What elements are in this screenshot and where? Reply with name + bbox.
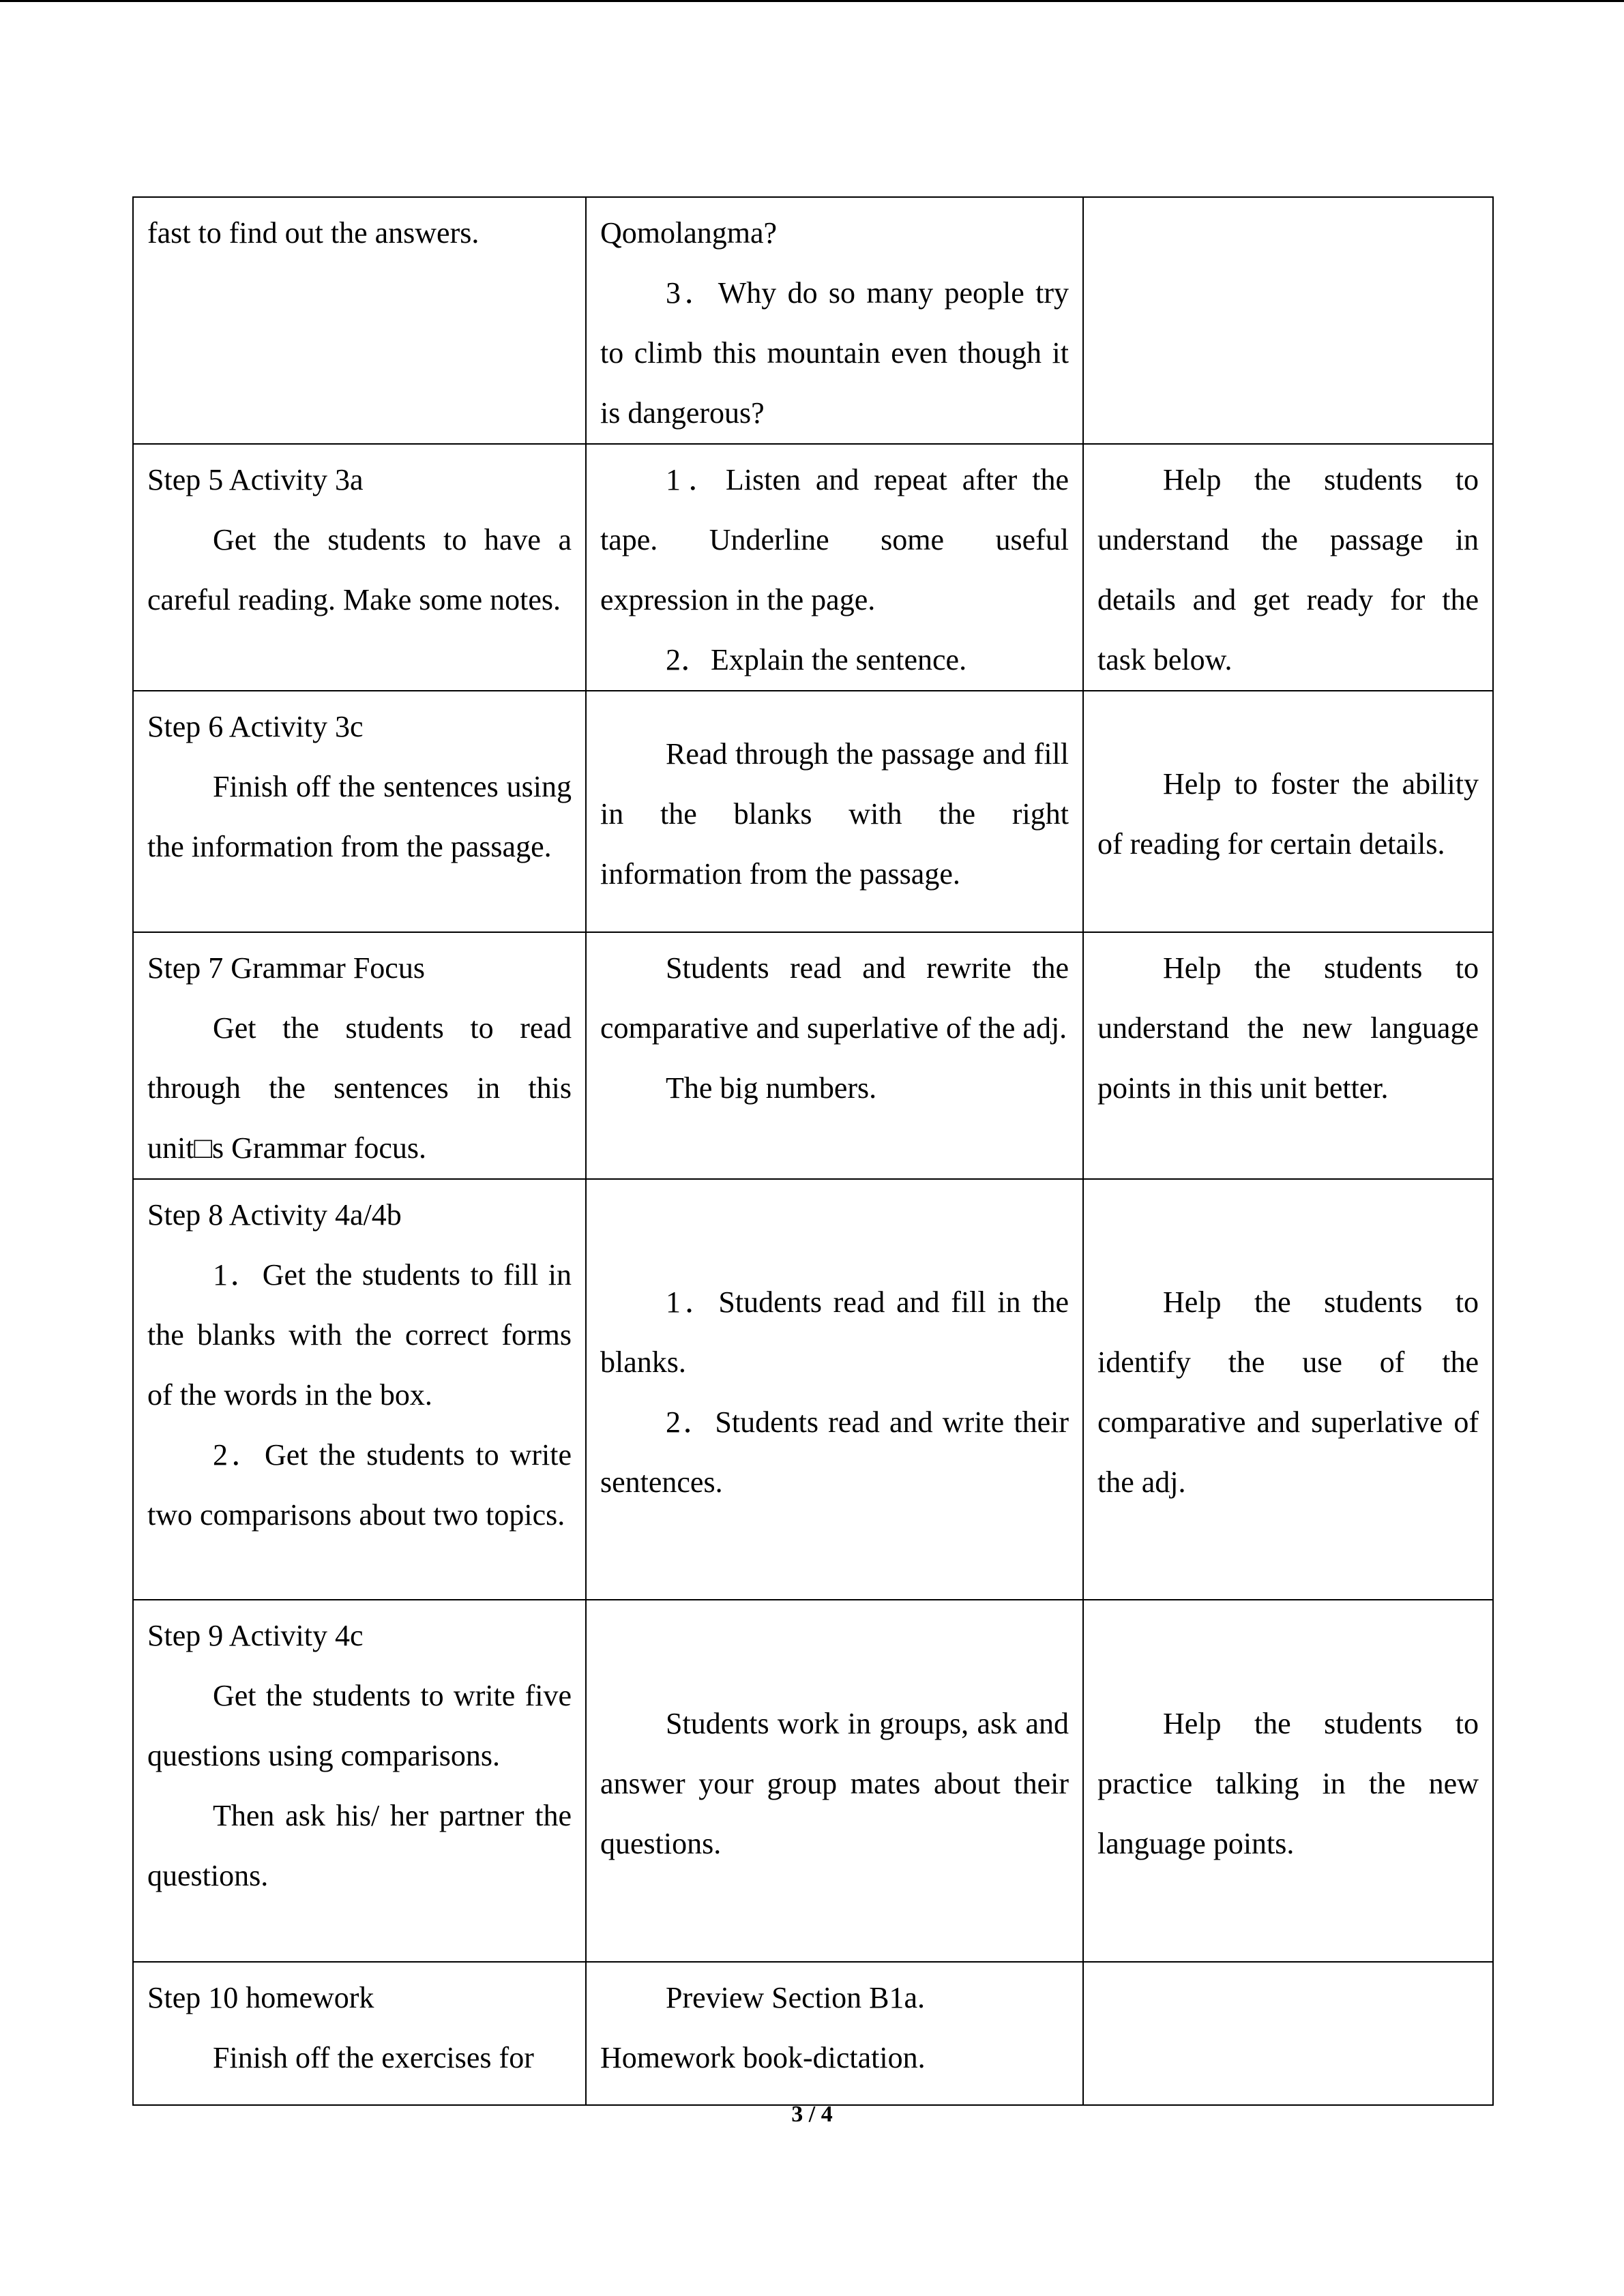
lesson-plan-table: [132, 196, 1494, 2106]
cell-purpose: [1083, 691, 1493, 932]
cell-paragraph: The big numbers.: [666, 1071, 877, 1105]
page-top-border: [0, 0, 1624, 2]
cell-paragraph: Help the students to practice talking in the new language points.: [1097, 1706, 1479, 1860]
cell-paragraph: Get the students to read through the sentences in this unit□s Grammar focus.: [147, 1011, 572, 1165]
cell-paragraph: Get the students to have a careful reading. Make some notes.: [147, 523, 572, 616]
cell-student-activities: [586, 1600, 1083, 1962]
cell-paragraph: 2．Students read and write their sentences.: [600, 1405, 1069, 1499]
cell-student-activities: [586, 444, 1083, 691]
cell-purpose: [1083, 1600, 1493, 1962]
cell-paragraph: 1．Listen and repeat after the tape. Underline some useful expression in the page.: [600, 463, 1069, 616]
cell-student-activities: [586, 691, 1083, 932]
cell-paragraph: Qomolangma?: [600, 216, 778, 250]
cell-paragraph: Then ask his/ her partner the questions.: [147, 1799, 572, 1892]
cell-paragraph: Preview Section B1a.: [666, 1981, 926, 2014]
cell-purpose: [1083, 932, 1493, 1179]
table-row: [133, 932, 1493, 1179]
cell-paragraph: Finish off the sentences using the information from the passage.: [147, 770, 572, 863]
cell-paragraph: Homework book-dictation.: [600, 2041, 926, 2074]
table-row: [133, 1179, 1493, 1600]
cell-purpose: [1083, 197, 1493, 444]
cell-paragraph: Students read and rewrite the comparative and superlative of the adj.: [600, 951, 1069, 1045]
page-number: 3 / 4: [791, 2102, 833, 2127]
cell-paragraph: 1．Students read and fill in the blanks.: [600, 1285, 1069, 1379]
cell-paragraph: Help the students to understand the passage in details and get ready for the task below.: [1097, 463, 1479, 676]
cell-steps: [133, 1600, 586, 1962]
cell-student-activities: [586, 1962, 1083, 2105]
cell-paragraph: 2．Explain the sentence.: [666, 643, 967, 676]
cell-student-activities: [586, 1179, 1083, 1600]
cell-paragraph: 3．Why do so many people try to climb this mountain even though it is dangerous?: [600, 276, 1069, 430]
cell-paragraph: Step 7 Grammar Focus: [147, 951, 425, 985]
table-row: [133, 691, 1493, 932]
table-row: [133, 1600, 1493, 1962]
cell-purpose: [1083, 1962, 1493, 2105]
cell-paragraph: 2．Get the students to write two comparisons about two topics.: [147, 1438, 572, 1532]
cell-paragraph: Step 5 Activity 3a: [147, 463, 364, 496]
table-row: [133, 444, 1493, 691]
cell-paragraph: Read through the passage and fill in the blanks with the right information from the passage.: [600, 737, 1069, 891]
cell-paragraph: Step 10 homework: [147, 1981, 374, 2014]
cell-student-activities: [586, 932, 1083, 1179]
cell-purpose: [1083, 1179, 1493, 1600]
cell-steps: [133, 932, 586, 1179]
cell-paragraph: 1．Get the students to fill in the blanks with the correct forms of the words in the box.: [147, 1258, 572, 1412]
cell-student-activities: [586, 197, 1083, 444]
cell-paragraph: Help the students to identify the use of the comparative and superlative of the adj.: [1097, 1285, 1479, 1499]
table-row: [133, 197, 1493, 444]
cell-paragraph: Step 9 Activity 4c: [147, 1619, 364, 1652]
cell-paragraph: Step 8 Activity 4a/4b: [147, 1198, 402, 1232]
cell-steps: [133, 1179, 586, 1600]
cell-steps: [133, 197, 586, 444]
cell-paragraph: Step 6 Activity 3c: [147, 710, 364, 743]
cell-paragraph: Students work in groups, ask and answer your group mates about their questions.: [600, 1706, 1069, 1860]
cell-paragraph: Help the students to understand the new language points in this unit better.: [1097, 951, 1479, 1105]
cell-paragraph: Get the students to write five questions using comparisons.: [147, 1679, 572, 1772]
cell-steps: [133, 1962, 586, 2105]
cell-paragraph: Help to foster the ability of reading for certain details.: [1097, 767, 1479, 861]
cell-paragraph: fast to find out the answers.: [147, 216, 479, 250]
cell-paragraph: Finish off the exercises for: [213, 2041, 534, 2074]
cell-steps: [133, 691, 586, 932]
table-row: [133, 1962, 1493, 2105]
cell-steps: [133, 444, 586, 691]
cell-purpose: [1083, 444, 1493, 691]
